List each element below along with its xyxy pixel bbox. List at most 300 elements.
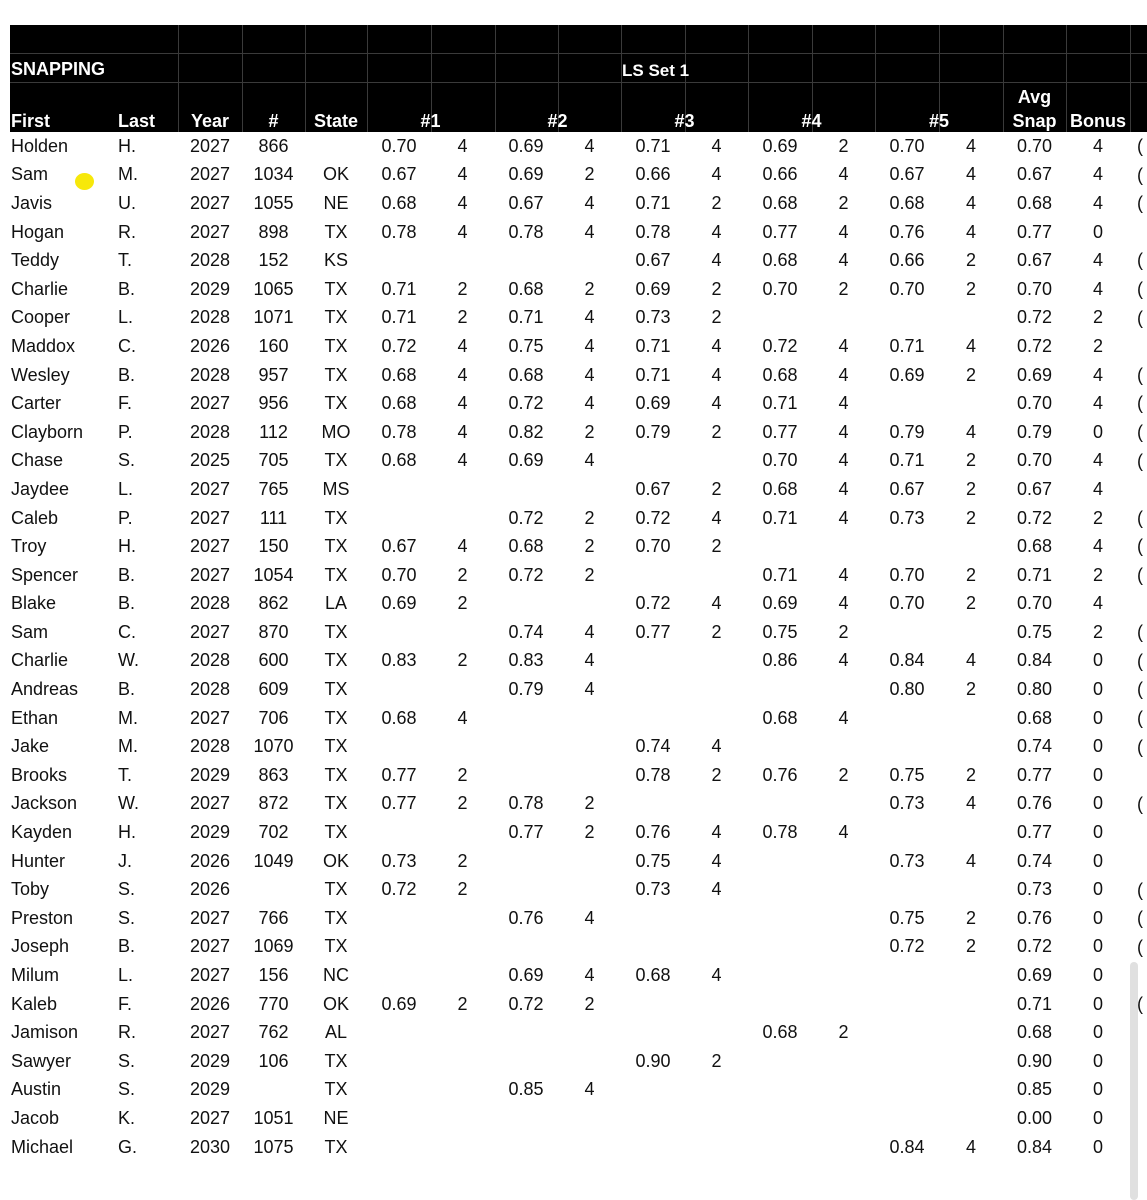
- table-row[interactable]: [10, 933, 1147, 962]
- cell-rep5-points[interactable]: [939, 961, 1003, 990]
- cell-bonus[interactable]: 0: [1092, 736, 1103, 757]
- cell-bonus[interactable]: 4: [1092, 536, 1103, 557]
- cell-rep2-points[interactable]: 2: [584, 564, 595, 585]
- cell-rep1-time[interactable]: [367, 818, 431, 847]
- cell-rep1-points[interactable]: 4: [457, 450, 468, 471]
- cell-rep2-points[interactable]: 2: [584, 793, 595, 814]
- cell-last[interactable]: P.: [118, 421, 133, 442]
- cell-rep5-time[interactable]: 0.76: [889, 221, 925, 242]
- cell-rep3-points[interactable]: 2: [711, 192, 722, 213]
- cell-rep5-points[interactable]: 2: [965, 907, 976, 928]
- cell-rep3-time[interactable]: 0.67: [635, 478, 671, 499]
- cell-rep3-time[interactable]: 0.66: [635, 164, 671, 185]
- table-row[interactable]: [10, 618, 1147, 647]
- cell-rep2-points[interactable]: [558, 761, 621, 790]
- cell-rep2-points[interactable]: [558, 732, 621, 761]
- cell-rep2-points[interactable]: 4: [584, 621, 595, 642]
- cell-first[interactable]: Jake: [11, 736, 50, 757]
- cell-rep2-time[interactable]: 0.68: [508, 364, 544, 385]
- cell-avg-snap[interactable]: 0.71: [1016, 564, 1053, 585]
- cell-rep5-points[interactable]: 4: [965, 164, 976, 185]
- table-row[interactable]: [10, 761, 1147, 790]
- cell-rep3-points[interactable]: [685, 1018, 748, 1047]
- cell-rep5-points[interactable]: 2: [965, 278, 976, 299]
- cell-rep1-points[interactable]: [431, 618, 494, 647]
- cell-rep2-points[interactable]: 4: [584, 1079, 595, 1100]
- cell-rep3-time[interactable]: 0.76: [635, 822, 671, 843]
- cell-rep2-time[interactable]: [494, 847, 558, 876]
- table-row[interactable]: [10, 304, 1147, 333]
- cell-rep3-time[interactable]: [621, 790, 685, 819]
- cell-rep4-time[interactable]: 0.77: [762, 221, 798, 242]
- cell-rep2-time[interactable]: 0.68: [508, 536, 544, 557]
- cell-first[interactable]: Cooper: [11, 307, 71, 328]
- cell-rep5-time[interactable]: 0.70: [889, 593, 925, 614]
- cell-rep4-time[interactable]: 0.68: [762, 192, 798, 213]
- cell-rep5-points[interactable]: 4: [965, 793, 976, 814]
- cell-state[interactable]: TX: [324, 364, 348, 385]
- cell-state[interactable]: TX: [324, 736, 348, 757]
- cell-rep5-points[interactable]: [939, 1076, 1003, 1105]
- cell-state[interactable]: TX: [324, 879, 348, 900]
- cell-number[interactable]: 106: [258, 1050, 289, 1071]
- cell-year[interactable]: 2027: [189, 192, 231, 213]
- cell-rep4-time[interactable]: [748, 1133, 812, 1162]
- cell-first[interactable]: Toby: [11, 879, 50, 900]
- cell-rep5-time[interactable]: 0.70: [889, 564, 925, 585]
- cell-rep5-points[interactable]: [939, 1018, 1003, 1047]
- cell-last[interactable]: L.: [118, 965, 134, 986]
- cell-rep2-time[interactable]: [494, 1047, 558, 1076]
- cell-rep2-time[interactable]: 0.83: [508, 650, 544, 671]
- cell-bonus[interactable]: 0: [1092, 1107, 1103, 1128]
- cell-last[interactable]: B.: [118, 679, 136, 700]
- cell-rep5-points[interactable]: 4: [965, 221, 976, 242]
- cell-first[interactable]: Maddox: [11, 335, 76, 356]
- cell-rep1-time[interactable]: [367, 675, 431, 704]
- cell-rep4-points[interactable]: 4: [838, 364, 849, 385]
- cell-rep1-time[interactable]: [367, 618, 431, 647]
- cell-bonus[interactable]: 2: [1092, 307, 1103, 328]
- cell-rep3-time[interactable]: 0.71: [635, 364, 671, 385]
- cell-avg-snap[interactable]: 0.72: [1016, 507, 1053, 528]
- cell-avg-snap[interactable]: 0.73: [1016, 879, 1053, 900]
- cell-state[interactable]: TX: [324, 650, 348, 671]
- cell-year[interactable]: 2028: [189, 364, 231, 385]
- cell-year[interactable]: 2027: [189, 536, 231, 557]
- cell-rep2-points[interactable]: 4: [584, 450, 595, 471]
- cell-avg-snap[interactable]: 0.68: [1016, 192, 1053, 213]
- cell-year[interactable]: 2029: [189, 1079, 231, 1100]
- cell-number[interactable]: 112: [259, 421, 288, 442]
- cell-rep5-points[interactable]: 2: [965, 679, 976, 700]
- cell-rep3-points[interactable]: 2: [711, 536, 722, 557]
- cell-rep1-points[interactable]: 4: [457, 364, 468, 385]
- cell-last[interactable]: G.: [118, 1136, 138, 1157]
- cell-first[interactable]: Sawyer: [11, 1050, 72, 1071]
- cell-rep3-time[interactable]: [621, 1133, 685, 1162]
- cell-rep3-time[interactable]: [621, 561, 685, 590]
- cell-year[interactable]: 2026: [189, 850, 231, 871]
- cell-year[interactable]: 2027: [189, 936, 231, 957]
- cell-rep1-points[interactable]: 4: [457, 221, 468, 242]
- cell-rep5-points[interactable]: 2: [965, 364, 976, 385]
- cell-state[interactable]: TX: [324, 393, 348, 414]
- cell-first[interactable]: Michael: [11, 1136, 74, 1157]
- cell-rep1-time[interactable]: [367, 904, 431, 933]
- cell-rep2-points[interactable]: [558, 933, 621, 962]
- cell-rep3-points[interactable]: 4: [711, 250, 722, 271]
- cell-year[interactable]: 2028: [189, 593, 231, 614]
- cell-bonus[interactable]: 0: [1092, 850, 1103, 871]
- cell-rep3-time[interactable]: [621, 904, 685, 933]
- cell-rep4-points[interactable]: [812, 732, 875, 761]
- cell-year[interactable]: 2029: [189, 278, 231, 299]
- cell-avg-snap[interactable]: 0.85: [1016, 1079, 1053, 1100]
- cell-number[interactable]: 1054: [253, 564, 294, 585]
- cell-avg-snap[interactable]: 0.84: [1016, 1136, 1053, 1157]
- cell-first[interactable]: Caleb: [11, 507, 59, 528]
- cell-number[interactable]: 705: [258, 450, 289, 471]
- cell-rep1-time[interactable]: 0.72: [381, 335, 417, 356]
- cell-bonus[interactable]: 4: [1092, 593, 1103, 614]
- cell-rep2-points[interactable]: 4: [584, 364, 595, 385]
- cell-year[interactable]: 2027: [189, 793, 231, 814]
- cell-bonus[interactable]: 2: [1092, 621, 1103, 642]
- table-row[interactable]: [10, 847, 1147, 876]
- cell-rep3-time[interactable]: 0.79: [635, 421, 671, 442]
- cell-first[interactable]: Jacob: [11, 1107, 60, 1128]
- cell-rep2-points[interactable]: 2: [584, 822, 595, 843]
- cell-rep2-time[interactable]: 0.76: [508, 907, 544, 928]
- cell-number[interactable]: 609: [258, 679, 289, 700]
- cell-rep1-points[interactable]: [431, 933, 494, 962]
- table-row[interactable]: [10, 132, 1147, 161]
- cell-rep1-points[interactable]: [431, 475, 494, 504]
- cell-rep5-time[interactable]: 0.84: [889, 650, 925, 671]
- cell-rep3-time[interactable]: [621, 1076, 685, 1105]
- cell-rep2-time[interactable]: 0.71: [508, 307, 544, 328]
- cell-rep3-points[interactable]: 2: [711, 307, 722, 328]
- cell-avg-snap[interactable]: 0.77: [1016, 764, 1053, 785]
- cell-state[interactable]: TX: [324, 1136, 348, 1157]
- cell-avg-snap[interactable]: 0.70: [1016, 393, 1053, 414]
- cell-avg-snap[interactable]: 0.69: [1016, 965, 1053, 986]
- cell-rep3-time[interactable]: [621, 647, 685, 676]
- cell-rep5-time[interactable]: [875, 1104, 939, 1133]
- cell-rep2-points[interactable]: [558, 847, 621, 876]
- cell-state[interactable]: TX: [324, 764, 348, 785]
- cell-rep3-points[interactable]: 4: [711, 736, 722, 757]
- cell-bonus[interactable]: 4: [1092, 250, 1103, 271]
- cell-last[interactable]: P.: [118, 507, 133, 528]
- cell-rep4-time[interactable]: [748, 732, 812, 761]
- cell-rep1-points[interactable]: [431, 246, 494, 275]
- cell-first[interactable]: Blake: [11, 593, 57, 614]
- cell-bonus[interactable]: 0: [1092, 879, 1103, 900]
- table-row[interactable]: [10, 504, 1147, 533]
- cell-avg-snap[interactable]: 0.74: [1016, 736, 1053, 757]
- cell-number[interactable]: 872: [258, 793, 289, 814]
- cell-rep3-points[interactable]: 4: [711, 364, 722, 385]
- cell-rep1-time[interactable]: [367, 961, 431, 990]
- cell-number[interactable]: 862: [258, 593, 289, 614]
- cell-rep1-time[interactable]: 0.69: [381, 593, 417, 614]
- cell-rep2-points[interactable]: 4: [584, 679, 595, 700]
- cell-rep3-points[interactable]: 4: [711, 822, 722, 843]
- cell-rep2-points[interactable]: 4: [584, 335, 595, 356]
- table-row[interactable]: [10, 189, 1147, 218]
- cell-rep4-time[interactable]: [748, 304, 812, 333]
- cell-rep5-points[interactable]: 2: [965, 250, 976, 271]
- cell-bonus[interactable]: 4: [1092, 164, 1103, 185]
- cell-rep3-points[interactable]: [685, 675, 748, 704]
- cell-avg-snap[interactable]: 0.70: [1016, 278, 1053, 299]
- cell-avg-snap[interactable]: 0.70: [1016, 135, 1053, 156]
- cell-rep5-points[interactable]: 4: [965, 1136, 976, 1157]
- cell-rep1-points[interactable]: 4: [457, 421, 468, 442]
- cell-first[interactable]: Clayborn: [11, 421, 84, 442]
- cell-rep2-points[interactable]: 4: [584, 192, 595, 213]
- cell-number[interactable]: 702: [258, 822, 289, 843]
- cell-number[interactable]: 766: [258, 907, 289, 928]
- cell-rep1-time[interactable]: 0.67: [381, 164, 417, 185]
- cell-year[interactable]: 2027: [189, 507, 231, 528]
- cell-rep1-time[interactable]: 0.70: [381, 135, 417, 156]
- cell-rep4-time[interactable]: [748, 532, 812, 561]
- cell-rep5-time[interactable]: 0.84: [889, 1136, 925, 1157]
- cell-rep4-points[interactable]: 4: [838, 393, 849, 414]
- cell-state[interactable]: AL: [324, 1022, 348, 1043]
- cell-rep4-points[interactable]: 4: [838, 250, 849, 271]
- cell-rep3-points[interactable]: [685, 704, 748, 733]
- cell-rep5-points[interactable]: [939, 1104, 1003, 1133]
- cell-rep4-time[interactable]: 0.68: [762, 364, 798, 385]
- cell-rep4-time[interactable]: [748, 1104, 812, 1133]
- cell-rep5-points[interactable]: [939, 732, 1003, 761]
- cell-bonus[interactable]: 0: [1092, 965, 1103, 986]
- cell-rep1-time[interactable]: [367, 475, 431, 504]
- cell-year[interactable]: 2027: [189, 478, 231, 499]
- cell-year[interactable]: 2025: [189, 450, 231, 471]
- cell-rep3-points[interactable]: [685, 1133, 748, 1162]
- cell-rep2-points[interactable]: 4: [584, 135, 595, 156]
- cell-rep1-time[interactable]: [367, 504, 431, 533]
- cell-rep2-time[interactable]: [494, 875, 558, 904]
- cell-rep4-points[interactable]: 2: [838, 278, 849, 299]
- cell-avg-snap[interactable]: 0.72: [1016, 936, 1053, 957]
- cell-rep2-points[interactable]: 4: [584, 650, 595, 671]
- cell-rep1-time[interactable]: 0.69: [381, 993, 417, 1014]
- cell-rep2-time[interactable]: 0.68: [508, 278, 544, 299]
- cell-number[interactable]: 160: [258, 335, 289, 356]
- cell-rep1-time[interactable]: [367, 1047, 431, 1076]
- cell-rep3-points[interactable]: 4: [711, 335, 722, 356]
- cell-rep5-points[interactable]: 4: [965, 192, 976, 213]
- cell-rep4-time[interactable]: [748, 1076, 812, 1105]
- cell-rep3-time[interactable]: 0.71: [635, 192, 671, 213]
- cell-rep3-time[interactable]: 0.73: [635, 879, 671, 900]
- cell-year[interactable]: 2027: [189, 707, 231, 728]
- cell-rep1-points[interactable]: [431, 904, 494, 933]
- table-row[interactable]: [10, 675, 1147, 704]
- cell-last[interactable]: R.: [118, 1022, 136, 1043]
- cell-rep3-points[interactable]: 2: [711, 278, 722, 299]
- cell-avg-snap[interactable]: 0.84: [1016, 650, 1053, 671]
- cell-year[interactable]: 2029: [189, 1050, 231, 1071]
- cell-rep5-time[interactable]: 0.68: [889, 192, 925, 213]
- cell-state[interactable]: TX: [324, 1079, 348, 1100]
- cell-rep4-points[interactable]: 4: [838, 164, 849, 185]
- cell-rep1-points[interactable]: [431, 1018, 494, 1047]
- cell-rep2-time[interactable]: [494, 732, 558, 761]
- cell-last[interactable]: M.: [118, 736, 138, 757]
- cell-rep4-time[interactable]: 0.68: [762, 1022, 798, 1043]
- cell-rep1-time[interactable]: 0.71: [381, 307, 417, 328]
- table-row[interactable]: [10, 732, 1147, 761]
- cell-rep5-points[interactable]: [939, 618, 1003, 647]
- cell-rep1-time[interactable]: 0.67: [381, 536, 417, 557]
- cell-avg-snap[interactable]: 0.67: [1016, 250, 1053, 271]
- cell-rep4-points[interactable]: [812, 961, 875, 990]
- cell-year[interactable]: 2027: [189, 1022, 231, 1043]
- cell-first[interactable]: Wesley: [11, 364, 70, 385]
- cell-number[interactable]: 898: [258, 221, 289, 242]
- cell-rep5-time[interactable]: [875, 532, 939, 561]
- cell-last[interactable]: S.: [118, 1050, 136, 1071]
- cell-rep3-time[interactable]: 0.72: [635, 593, 671, 614]
- cell-first[interactable]: Kayden: [11, 822, 73, 843]
- cell-rep5-points[interactable]: 2: [965, 936, 976, 957]
- cell-rep2-time[interactable]: 0.69: [508, 164, 544, 185]
- cell-avg-snap[interactable]: 0.75: [1016, 621, 1053, 642]
- cell-rep5-points[interactable]: 4: [965, 421, 976, 442]
- cell-rep3-points[interactable]: 4: [711, 221, 722, 242]
- cell-rep2-points[interactable]: [558, 1018, 621, 1047]
- cell-rep5-time[interactable]: 0.66: [889, 250, 925, 271]
- cell-rep2-time[interactable]: 0.74: [508, 621, 544, 642]
- cell-rep2-time[interactable]: 0.77: [508, 822, 544, 843]
- cell-rep1-points[interactable]: [431, 1076, 494, 1105]
- cell-last[interactable]: S.: [118, 450, 136, 471]
- cell-year[interactable]: 2030: [189, 1136, 231, 1157]
- cell-rep1-time[interactable]: 0.70: [381, 564, 417, 585]
- cell-rep3-time[interactable]: 0.69: [635, 278, 671, 299]
- cell-rep4-points[interactable]: 4: [838, 507, 849, 528]
- cell-rep2-time[interactable]: 0.67: [508, 192, 544, 213]
- cell-rep1-time[interactable]: 0.73: [381, 850, 417, 871]
- cell-rep5-points[interactable]: [939, 532, 1003, 561]
- cell-state[interactable]: MO: [321, 421, 351, 442]
- cell-avg-snap[interactable]: 0.80: [1016, 679, 1053, 700]
- cell-rep3-points[interactable]: [685, 647, 748, 676]
- cell-rep4-points[interactable]: 2: [838, 135, 849, 156]
- cell-rep3-points[interactable]: 2: [711, 764, 722, 785]
- cell-avg-snap[interactable]: 0.72: [1016, 307, 1053, 328]
- cell-first[interactable]: Holden: [11, 135, 69, 156]
- cell-rep2-time[interactable]: 0.69: [508, 135, 544, 156]
- cell-number[interactable]: 957: [258, 364, 289, 385]
- cell-number[interactable]: 1034: [253, 164, 294, 185]
- table-row[interactable]: [10, 361, 1147, 390]
- cell-rep5-points[interactable]: [939, 304, 1003, 333]
- cell-rep5-points[interactable]: 2: [965, 507, 976, 528]
- cell-rep2-points[interactable]: 4: [584, 965, 595, 986]
- cell-rep2-points[interactable]: [558, 1104, 621, 1133]
- cell-rep3-time[interactable]: 0.74: [635, 736, 671, 757]
- cell-rep5-points[interactable]: [939, 389, 1003, 418]
- cell-first[interactable]: Hunter: [11, 850, 66, 871]
- cell-last[interactable]: S.: [118, 879, 136, 900]
- cell-rep2-time[interactable]: [494, 1018, 558, 1047]
- cell-year[interactable]: 2027: [189, 221, 231, 242]
- cell-rep3-points[interactable]: 2: [711, 478, 722, 499]
- cell-bonus[interactable]: 0: [1092, 421, 1103, 442]
- cell-last[interactable]: U.: [118, 192, 136, 213]
- cell-rep2-points[interactable]: 2: [584, 164, 595, 185]
- cell-rep4-time[interactable]: 0.77: [762, 421, 798, 442]
- cell-rep2-time[interactable]: 0.72: [508, 564, 544, 585]
- cell-rep1-points[interactable]: 2: [457, 764, 468, 785]
- cell-state[interactable]: TX: [324, 536, 348, 557]
- cell-last[interactable]: H.: [118, 822, 136, 843]
- cell-rep5-points[interactable]: [939, 1047, 1003, 1076]
- cell-avg-snap[interactable]: 0.67: [1016, 164, 1053, 185]
- table-row[interactable]: [10, 990, 1147, 1019]
- cell-rep2-time[interactable]: [494, 246, 558, 275]
- cell-rep2-points[interactable]: 2: [584, 421, 595, 442]
- cell-rep5-time[interactable]: [875, 961, 939, 990]
- cell-last[interactable]: S.: [118, 907, 136, 928]
- cell-bonus[interactable]: 0: [1092, 993, 1103, 1014]
- cell-rep5-time[interactable]: 0.70: [889, 278, 925, 299]
- cell-rep1-time[interactable]: 0.72: [381, 879, 417, 900]
- cell-number[interactable]: 765: [258, 478, 289, 499]
- cell-rep4-points[interactable]: [812, 532, 875, 561]
- cell-rep3-points[interactable]: [685, 790, 748, 819]
- cell-rep3-time[interactable]: 0.90: [635, 1050, 671, 1071]
- cell-avg-snap[interactable]: 0.69: [1016, 364, 1053, 385]
- cell-rep2-points[interactable]: 4: [584, 307, 595, 328]
- cell-rep4-points[interactable]: 4: [838, 593, 849, 614]
- cell-rep5-time[interactable]: [875, 1076, 939, 1105]
- cell-last[interactable]: C.: [118, 335, 136, 356]
- cell-bonus[interactable]: 0: [1092, 707, 1103, 728]
- cell-first[interactable]: Jaydee: [11, 478, 70, 499]
- cell-rep1-time[interactable]: 0.68: [381, 707, 417, 728]
- cell-rep3-points[interactable]: 4: [711, 507, 722, 528]
- table-row[interactable]: [10, 790, 1147, 819]
- cell-rep2-points[interactable]: 4: [584, 393, 595, 414]
- cell-rep4-time[interactable]: 0.68: [762, 250, 798, 271]
- cell-rep2-time[interactable]: 0.72: [508, 507, 544, 528]
- cell-rep2-time[interactable]: [494, 475, 558, 504]
- table-row[interactable]: [10, 475, 1147, 504]
- cell-state[interactable]: TX: [324, 307, 348, 328]
- cell-rep5-points[interactable]: 4: [965, 850, 976, 871]
- cell-bonus[interactable]: 0: [1092, 936, 1103, 957]
- cell-avg-snap[interactable]: 0.77: [1016, 221, 1053, 242]
- cell-rep5-time[interactable]: 0.75: [889, 764, 925, 785]
- cell-year[interactable]: 2027: [189, 164, 231, 185]
- cell-last[interactable]: T.: [118, 764, 133, 785]
- cell-bonus[interactable]: 0: [1092, 221, 1103, 242]
- cell-rep4-points[interactable]: [812, 904, 875, 933]
- cell-number[interactable]: 863: [258, 764, 289, 785]
- cell-rep5-time[interactable]: [875, 1018, 939, 1047]
- cell-bonus[interactable]: 0: [1092, 1136, 1103, 1157]
- cell-rep3-time[interactable]: [621, 704, 685, 733]
